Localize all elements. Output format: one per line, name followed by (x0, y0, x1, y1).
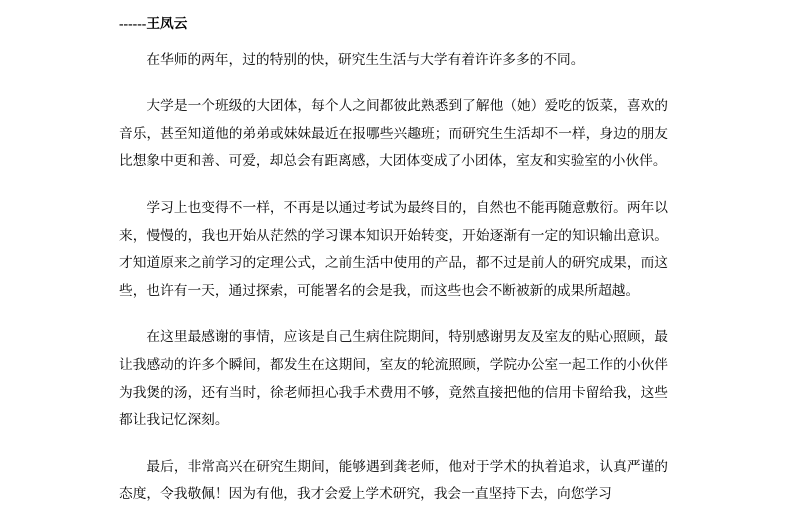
paragraph-study-change: 学习上也变得不一样，不再是以通过考试为最终目的，自然也不能再随意敷衍。两年以来，慢慢的，我也开始从茫然的学习课本知识开始转变，开始逐渐有一定的知识输出意识。才知道原来之前学习的定理公式，之前生活中使用的产品，都不过是前人的研究成果，而这些，也许有一天，通过探索，可能署名的会是我，而这些也会不断被新的成果所超越。 (119, 199, 668, 298)
paragraph-intro: 在华师的两年，过的特别的快，研究生生活与大学有着许许多多的不同。 (146, 51, 585, 67)
paragraph-thanks-advisor: 最后，非常高兴在研究生期间，能够遇到龚老师，他对于学术的执着追求，认真严谨的态度，令我敬佩！因为有他，我才会爱上学术研究，我会一直坚持下去，向您学习 (119, 458, 668, 502)
paragraph-university-vs-grad: 大学是一个班级的大团体，每个人之间都彼此熟悉到了解他（她）爱吃的饭菜，喜欢的音乐，甚至知道他的弟弟或妹妹最近在报哪些兴趣班；而研究生生活却不一样，身边的朋友比想象中更和善、可爱，却总会有距离感，大团体变成了小团体，室友和实验室的小伙伴。 (119, 98, 668, 169)
signature-line: ------王凤云 (119, 16, 188, 31)
paragraph-gratitude-hospital: 在这里最感谢的事情，应该是自己生病住院期间，特别感谢男友及室友的贴心照顾，最让我感动的许多个瞬间，都发生在这期间，室友的轮流照顾，学院办公室一起工作的小伙伴为我煲的汤，还有当时，徐老师担心我手术费用不够，竟然直接把他的信用卡留给我，这些都让我记忆深刻。 (119, 329, 668, 428)
document-page (119, 10, 668, 508)
